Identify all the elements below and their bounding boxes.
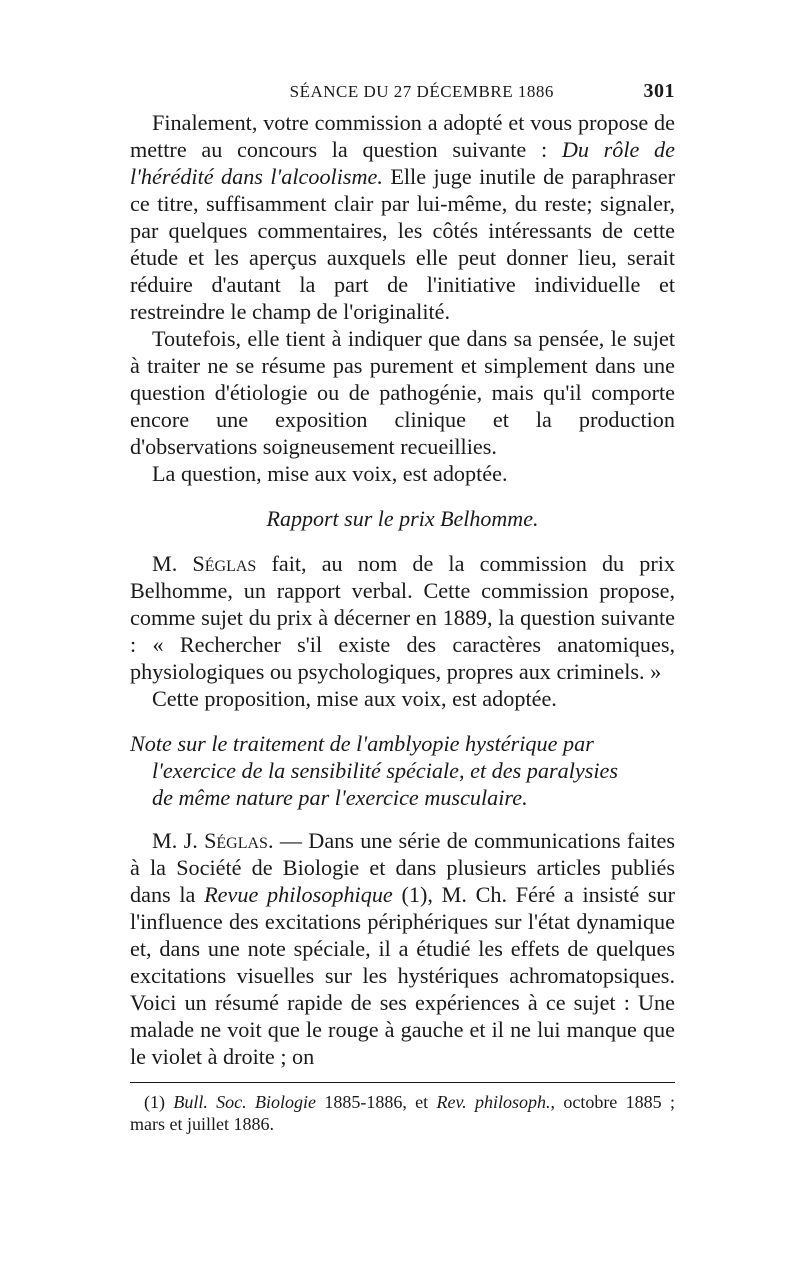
journal-title: Revue philosophique xyxy=(204,882,393,907)
footnote-reference: Rev. philosoph. xyxy=(436,1092,551,1112)
paragraph-text: . — Dans une série de communications faites à la Société de Biologie et dans plusieurs articles publiés dans la xyxy=(130,828,675,907)
note-title-line: de même nature par l'exercice musculaire. xyxy=(152,785,528,810)
paragraph-text: fait, au nom de la commission du prix Belhomme, un rapport verbal. Cette commission propose, comme sujet du prix à décerner en 1889, la question suivante : « Rechercher s'il existe des caractères anatomiques, physiologiques ou psychologiques, propres aux criminels. » xyxy=(130,551,676,684)
note-title-line: Note sur le traitement de l'amblyopie hystérique par xyxy=(130,731,594,756)
paragraph-text: Finalement, votre commission a adopté et vous propose de mettre au concours la question suivante : xyxy=(130,110,675,162)
footnote-reference: Bull. Soc. Biologie xyxy=(173,1092,316,1112)
footnote-text: , octobre 1885 ; mars et juillet 1886. xyxy=(130,1092,675,1134)
speaker-name: Séglas xyxy=(192,551,257,576)
speaker-name: Séglas xyxy=(204,828,268,853)
page-number: 301 xyxy=(643,80,675,102)
question-title: Du rôle de l'hérédité dans l'alcoolisme. xyxy=(130,137,675,189)
paragraph-belhomme-vote: Cette proposition, mise aux voix, est adoptée. xyxy=(152,686,557,711)
page xyxy=(130,80,675,1135)
footnote-text: 1885-1886, et xyxy=(315,1092,437,1112)
section-title-note xyxy=(130,730,675,811)
footnote xyxy=(130,1091,675,1135)
paragraph-text: Elle juge inutile de paraphraser ce titre, suffisamment clair par lui-même, du reste; signaler, par quelques commentaires, les côtés intéressants de cette étude et les aperçus auxquels elle peut donner lieu, serait réduire d'autant la part de l'initiative individuelle et restreindre le champ de l'originalité. xyxy=(130,164,675,324)
footnote-marker: (1) xyxy=(144,1092,174,1112)
paragraph-text: (1), M. Ch. Féré a insisté sur l'influence des excitations périphériques sur l'état dynamique et, dans une note spéciale, il a étudié les effets de quelques excitations visuelles sur les hystériques achromatopsiques. Voici un résumé rapide de ses expériences à ce sujet : Une malade ne voit que le rouge à gauche et il ne lui manque que le violet à droite ; on xyxy=(130,882,675,1069)
paragraph-seglas-note xyxy=(130,827,675,1070)
paragraph-toutefois: Toutefois, elle tient à indiquer que dans sa pensée, le sujet à traiter ne se résume pas purement et simplement dans une question d'étiologie ou de pathogénie, mais qu'il comporte encore une exposition clinique et la production d'observations soigneusement recueillies. xyxy=(130,326,675,459)
paragraph-vote: La question, mise aux voix, est adoptée. xyxy=(152,461,508,486)
paragraph-commission xyxy=(130,109,675,325)
running-head: SÉANCE DU 27 DÉCEMBRE 1886 xyxy=(289,82,554,101)
note-title-line: l'exercice de la sensibilité spéciale, et des paralysies xyxy=(152,758,619,783)
speaker-prefix: M. xyxy=(152,551,193,576)
footnote-divider xyxy=(130,1082,675,1083)
paragraph-belhomme xyxy=(130,550,675,685)
section-title-belhomme: Rapport sur le prix Belhomme. xyxy=(266,506,539,531)
page-header xyxy=(130,80,675,103)
speaker-prefix: M. J. xyxy=(152,828,205,853)
